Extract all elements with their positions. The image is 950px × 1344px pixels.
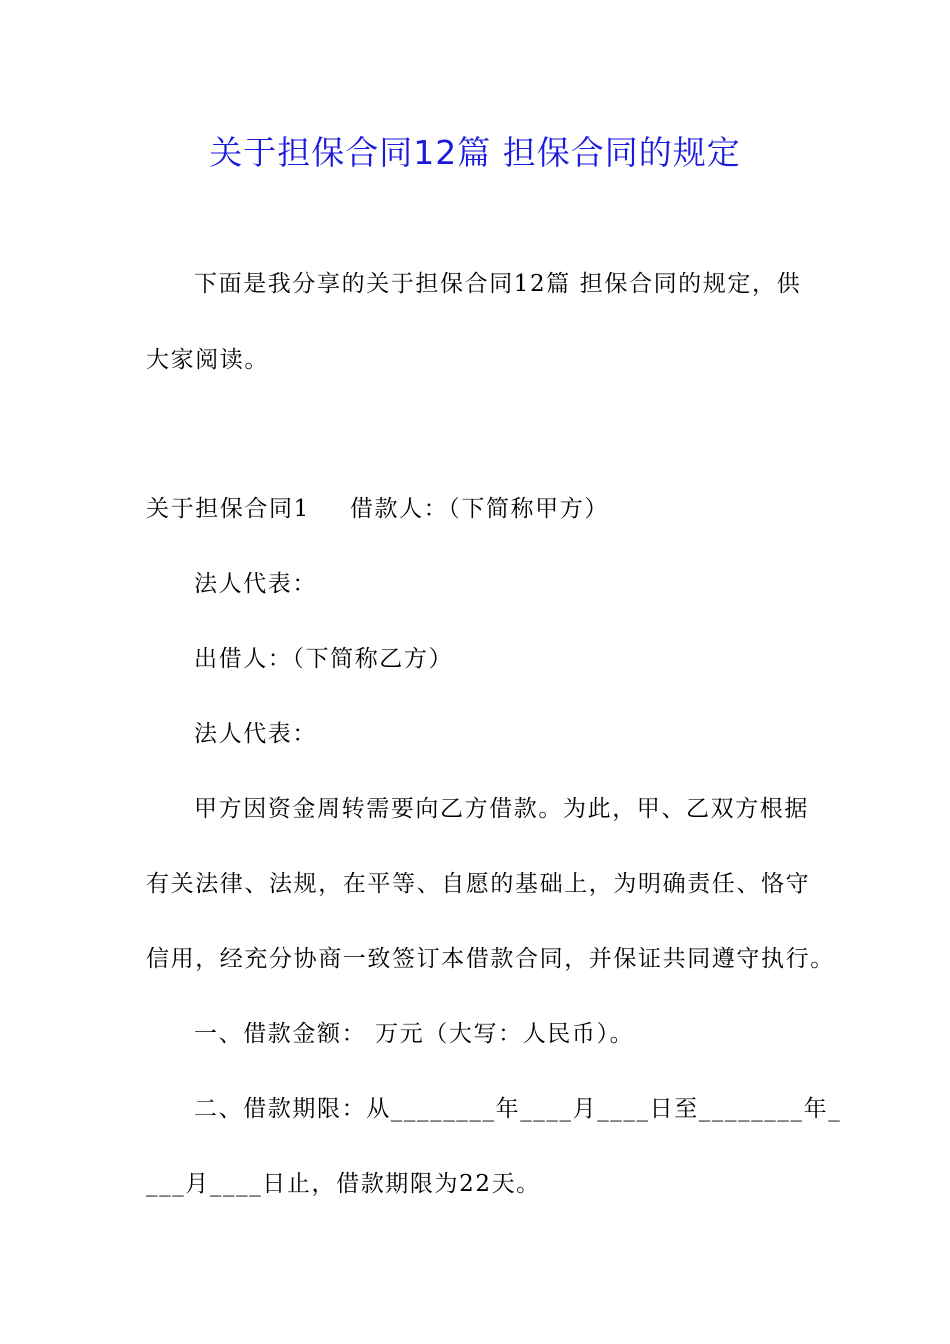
legal-rep-line-2: 法人代表： (194, 721, 317, 747)
body-line-2: 有关法律、法规，在平等、自愿的基础上，为明确责任、恪守 (146, 871, 811, 897)
section-heading-row (146, 491, 806, 527)
document-title: 关于担保合同12篇 担保合同的规定 (209, 133, 741, 172)
clause-term-line-1: 二、借款期限：从________年____月____日至________年_ (194, 1096, 842, 1122)
body-line-3: 信用，经充分协商一致签订本借款合同，并保证共同遵守执行。 (146, 946, 835, 972)
body-line-1: 甲方因资金周转需要向乙方借款。为此，甲、乙双方根据 (194, 796, 809, 822)
intro-line-2: 大家阅读。 (146, 347, 269, 373)
legal-rep-line-1: 法人代表： (194, 571, 317, 597)
clause-amount: 一、借款金额： 万元（大写：人民币）。 (194, 1021, 635, 1047)
intro-line-1: 下面是我分享的关于担保合同12篇 担保合同的规定，供 (194, 271, 802, 297)
clause-term-line-2: ___月____日止，借款期限为22天。 (146, 1171, 541, 1197)
borrower-line: 借款人：（下简称甲方） (349, 496, 609, 522)
section-heading: 关于担保合同1 (146, 496, 310, 522)
lender-line: 出借人：（下简称乙方） (194, 646, 454, 672)
